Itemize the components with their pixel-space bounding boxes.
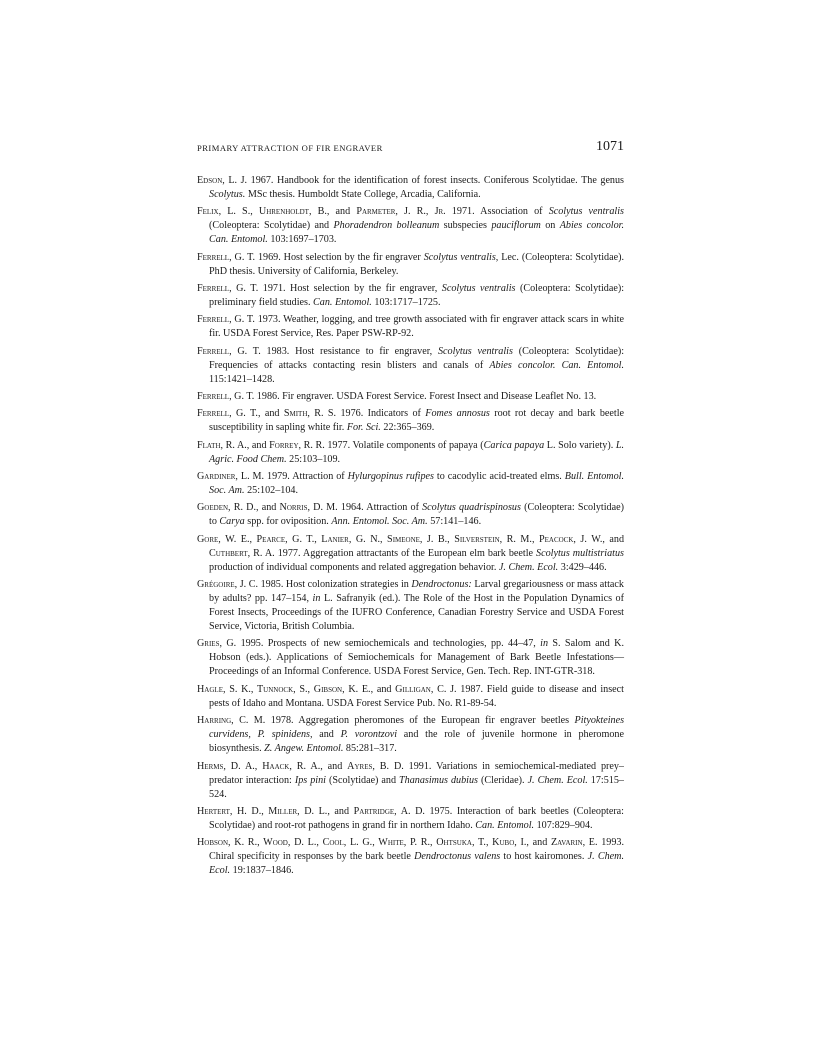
reference-text: 115:1421–1428.	[209, 373, 275, 385]
italic-text: Fomes annosus	[425, 408, 490, 420]
author-names: Goeden, R. D.,	[197, 502, 259, 514]
italic-text: For. Sci.	[346, 422, 381, 434]
reference-text: 1971. Association of	[445, 206, 549, 218]
italic-text: Abies concolor. Can. Entomol.	[489, 359, 624, 371]
reference-text: 1985. Host colonization strategies in	[258, 579, 412, 591]
italic-text: Z. Angew. Entomol.	[264, 743, 344, 755]
reference-text: to cacodylic acid-treated elms.	[433, 471, 565, 483]
italic-text: Can. Entomol.	[475, 819, 535, 831]
author-names: Ayres, B. D.	[347, 760, 404, 772]
italic-text: P. vorontzovi	[340, 729, 398, 741]
italic-text: Scolytus ventralis	[548, 206, 624, 218]
author-names: Herms, D. A., Haack, R. A.,	[197, 760, 323, 772]
reference-text: 1986. Fir engraver. USDA Forest Service. Forest Insect and Disease Leaflet No. 13.	[254, 391, 597, 403]
author-names: Ferrell, G. T.	[197, 391, 255, 403]
italic-text: Dendroctonus:	[411, 579, 472, 591]
italic-text: Phoradendron bolleanum	[333, 220, 440, 232]
author-names: Smith, R. S.	[283, 408, 337, 420]
author-names: Ferrell, G. T.	[197, 314, 255, 326]
reference-text: 19:1837–1846.	[230, 865, 294, 877]
running-head	[197, 140, 624, 160]
italic-text: Pityokteines curvidens, P. spinidens,	[209, 715, 625, 741]
author-names: Cuthbert, R. A.	[209, 547, 275, 559]
reference-text: to host kairomones.	[500, 851, 588, 863]
author-names: Hagle, S. K., Tunnock, S., Gibson, K. E.,	[197, 683, 374, 695]
reference-text: 1971. Host selection by the fir engraver,	[258, 283, 442, 295]
reference-entry	[197, 470, 624, 498]
author-names: Edson, L. J.	[197, 175, 248, 186]
italic-text: Scolytus quadrispinosus	[422, 502, 521, 514]
reference-entry	[197, 313, 624, 341]
reference-entry	[197, 578, 624, 634]
author-names: Partridge, A. D.	[353, 805, 425, 817]
reference-entry	[197, 439, 624, 467]
reference-text: MSc thesis. Humboldt State College, Arcadia, California.	[245, 189, 481, 200]
author-names: Ferrell, G. T.	[197, 345, 261, 357]
italic-text: Carica papaya	[483, 439, 545, 451]
reference-text: 1991. Variations in semiochemical-mediated prey–predator interaction:	[209, 760, 624, 786]
author-names: Norris, D. M.	[279, 502, 338, 514]
reference-text: (Coleoptera: Scolytidae): Frequencies of attacks contacting resin blisters and canals of	[209, 345, 625, 371]
italic-text: L. Agric. Food Chem.	[209, 439, 624, 465]
reference-text: 1995. Prospects of new semiochemicals and technologies, pp. 44–47,	[236, 638, 541, 650]
reference-text: 107:829–904.	[534, 819, 593, 831]
reference-text: 1964. Attraction of	[337, 502, 423, 514]
italic-text: Ips pini	[294, 774, 326, 786]
italic-text: Ann. Entomol. Soc. Am.	[331, 516, 428, 528]
reference-text: 17:515–524.	[209, 774, 624, 800]
italic-text: Hylurgopinus rufipes	[347, 471, 434, 483]
reference-text: 22:365–369.	[380, 422, 435, 434]
reference-text: (Coleoptera: Scolytidae) to	[209, 502, 624, 528]
reference-text: and	[528, 837, 551, 849]
reference-entry	[197, 251, 624, 279]
reference-text: root rot decay and bark beetle susceptibility in sapling white fir.	[209, 408, 624, 434]
reference-text: and	[329, 206, 357, 218]
reference-text: and the role of juvenile hormone in pheromone biosynthesis.	[209, 729, 624, 755]
italic-text: Bull. Entomol. Soc. Am.	[209, 471, 624, 497]
reference-text: and	[604, 533, 625, 545]
reference-text: and	[312, 729, 341, 741]
reference-text: and	[329, 805, 354, 817]
italic-text: Abies concolor. Can. Entomol.	[209, 220, 624, 246]
reference-entry	[197, 533, 624, 575]
author-names: Ferrell, G. T.,	[197, 408, 261, 420]
italic-text: Scolytus ventralis,	[423, 251, 499, 263]
italic-text: J. Chem. Ecol.	[498, 561, 559, 573]
page-number: 1071	[596, 139, 624, 154]
reference-text: 103:1717–1725.	[371, 297, 441, 309]
reference-entry	[197, 637, 624, 679]
reference-text: (Scolytidae) and	[325, 774, 400, 786]
reference-entry	[197, 760, 624, 802]
reference-text: 1978. Aggregation pheromones of the European fir engraver beetles	[265, 715, 575, 727]
author-names: Zavarin, E.	[550, 837, 598, 849]
reference-text: spp. for oviposition.	[244, 516, 332, 528]
italic-text: Dendroctonus valens	[414, 851, 501, 863]
author-names: Ferrell, G. T.	[197, 251, 256, 263]
reference-text: (Coleoptera: Scolytidae): preliminary field studies.	[209, 283, 625, 309]
author-names: Grégoire, J. C.	[197, 579, 259, 591]
italic-text: Thanasimus dubius	[399, 774, 478, 786]
author-names: Forrey, R. R.	[269, 439, 325, 451]
reference-entry	[197, 683, 624, 711]
reference-list	[197, 174, 624, 878]
reference-text: subspecies	[439, 220, 492, 232]
reference-text: L. Solo variety).	[544, 439, 616, 451]
reference-text: 25:103–109.	[286, 453, 341, 465]
reference-entry	[197, 205, 624, 247]
reference-text: and	[373, 683, 396, 695]
reference-text: (Cleridae).	[478, 774, 528, 786]
reference-text: 1975. Interaction of bark beetles (Coleoptera: Scolytidae) and root-rot pathogens in grand fir in northern Idaho.	[209, 805, 624, 831]
reference-text: 103:1697–1703.	[267, 234, 337, 246]
reference-text: and	[258, 502, 280, 514]
reference-text: 57:141–146.	[427, 516, 482, 528]
reference-entry	[197, 174, 624, 202]
author-names: Harring, C. M.	[197, 715, 266, 727]
author-names: Gilligan, C. J.	[395, 683, 457, 695]
reference-entry	[197, 805, 624, 833]
reference-text: Larval gregariousness or mass attack by adults? pp. 147–154,	[209, 579, 624, 605]
reference-text: 3:429–446.	[558, 561, 607, 573]
reference-text: 1979. Attraction of	[264, 471, 348, 483]
reference-text: 1967. Handbook for the identification of forest insects. Coniferous Scolytidae. The genus	[247, 175, 624, 186]
reference-text: 1976. Indicators of	[336, 408, 426, 420]
reference-text: 1983. Host resistance to fir engraver,	[260, 345, 438, 357]
italic-text: in	[540, 638, 549, 650]
reference-text: 25:102–104.	[244, 485, 298, 497]
italic-text: Scolytus ventralis	[441, 283, 516, 295]
italic-text: pauciflorum	[491, 220, 541, 232]
author-names: Parmeter, J. R., Jr.	[356, 206, 446, 218]
reference-text: L. Safranyik (ed.). The Role of the Host in the Population Dynamics of Forest Insects, Proceedings of the IUFRO Conference, Canadian Forestry Service and USDA Forest Service, Victoria, British Columbia.	[209, 593, 624, 633]
reference-text: S. Salom and K. Hobson (eds.). Applications of Semiochemicals for Management of Bark Beetle Infestations—Proceedings of an Informal Conference. USDA Forest Service, Gen. Tech. Rep. INT-GTR-318.	[209, 638, 624, 678]
reference-entry	[197, 501, 624, 529]
reference-text: 85:281–317.	[343, 743, 397, 755]
italic-text: Scolytus ventralis	[437, 345, 513, 357]
reference-text: (Coleoptera: Scolytidae) and	[209, 220, 334, 232]
reference-entry	[197, 345, 624, 387]
author-names: Gardiner, L. M.	[197, 471, 265, 483]
reference-text: and	[249, 439, 270, 451]
reference-text: 1987. Field guide to disease and insect pests of Idaho and Montana. USDA Forest Service Pub. No. R1-89-54.	[209, 683, 624, 709]
author-names: Gore, W. E., Pearce, G. T., Lanier, G. N., Simeone, J. B., Silverstein, R. M., Peacock, J. W.,	[197, 533, 605, 545]
reference-text: and	[322, 760, 348, 772]
reference-text: 1969. Host selection by the fir engraver	[255, 251, 424, 263]
italic-text: J. Chem. Ecol.	[209, 851, 624, 877]
author-names: Gries, G.	[197, 638, 237, 650]
italic-text: in	[312, 593, 321, 605]
reference-text: Lec. (Coleoptera: Scolytidae). PhD thesis. University of California, Berkeley.	[209, 251, 624, 277]
reference-text: 1977. Volatile components of papaya (	[324, 439, 484, 451]
italic-text: J. Chem. Ecol.	[527, 774, 588, 786]
author-names: Hobson, K. R., Wood, D. L., Cool, L. G., White, P. R., Ohtsuka, T., Kubo, I.,	[197, 837, 529, 849]
reference-text: and	[260, 408, 284, 420]
italic-text: Can. Entomol.	[313, 297, 372, 309]
reference-text: production of individual components and related aggregation behavior.	[209, 561, 499, 573]
italic-text: Scolytus.	[209, 189, 246, 200]
reference-entry	[197, 282, 624, 310]
author-names: Flath, R. A.,	[197, 439, 250, 451]
reference-text: 1973. Weather, logging, and tree growth associated with fir engraver attack scars in white fir. USDA Forest Service, Res. Paper PSW-RP-92.	[209, 314, 624, 340]
reference-entry	[197, 714, 624, 756]
reference-text: 1993. Chiral specificity in responses by the bark beetle	[209, 837, 625, 863]
reference-entry	[197, 390, 624, 404]
reference-text: 1977. Aggregation attractants of the European elm bark beetle	[274, 547, 537, 559]
italic-text: Scolytus multistriatus	[536, 547, 624, 559]
reference-entry	[197, 407, 624, 435]
running-title: PRIMARY ATTRACTION OF FIR ENGRAVER	[197, 143, 383, 153]
italic-text: Carya	[219, 516, 245, 528]
author-names: Ferrell, G. T.	[197, 283, 259, 295]
author-names: Felix, L. S., Uhrenholdt, B.,	[197, 206, 330, 218]
reference-text: on	[540, 220, 560, 232]
journal-page	[197, 140, 624, 882]
author-names: Hertert, H. D., Miller, D. L.,	[197, 805, 330, 817]
reference-entry	[197, 836, 624, 878]
